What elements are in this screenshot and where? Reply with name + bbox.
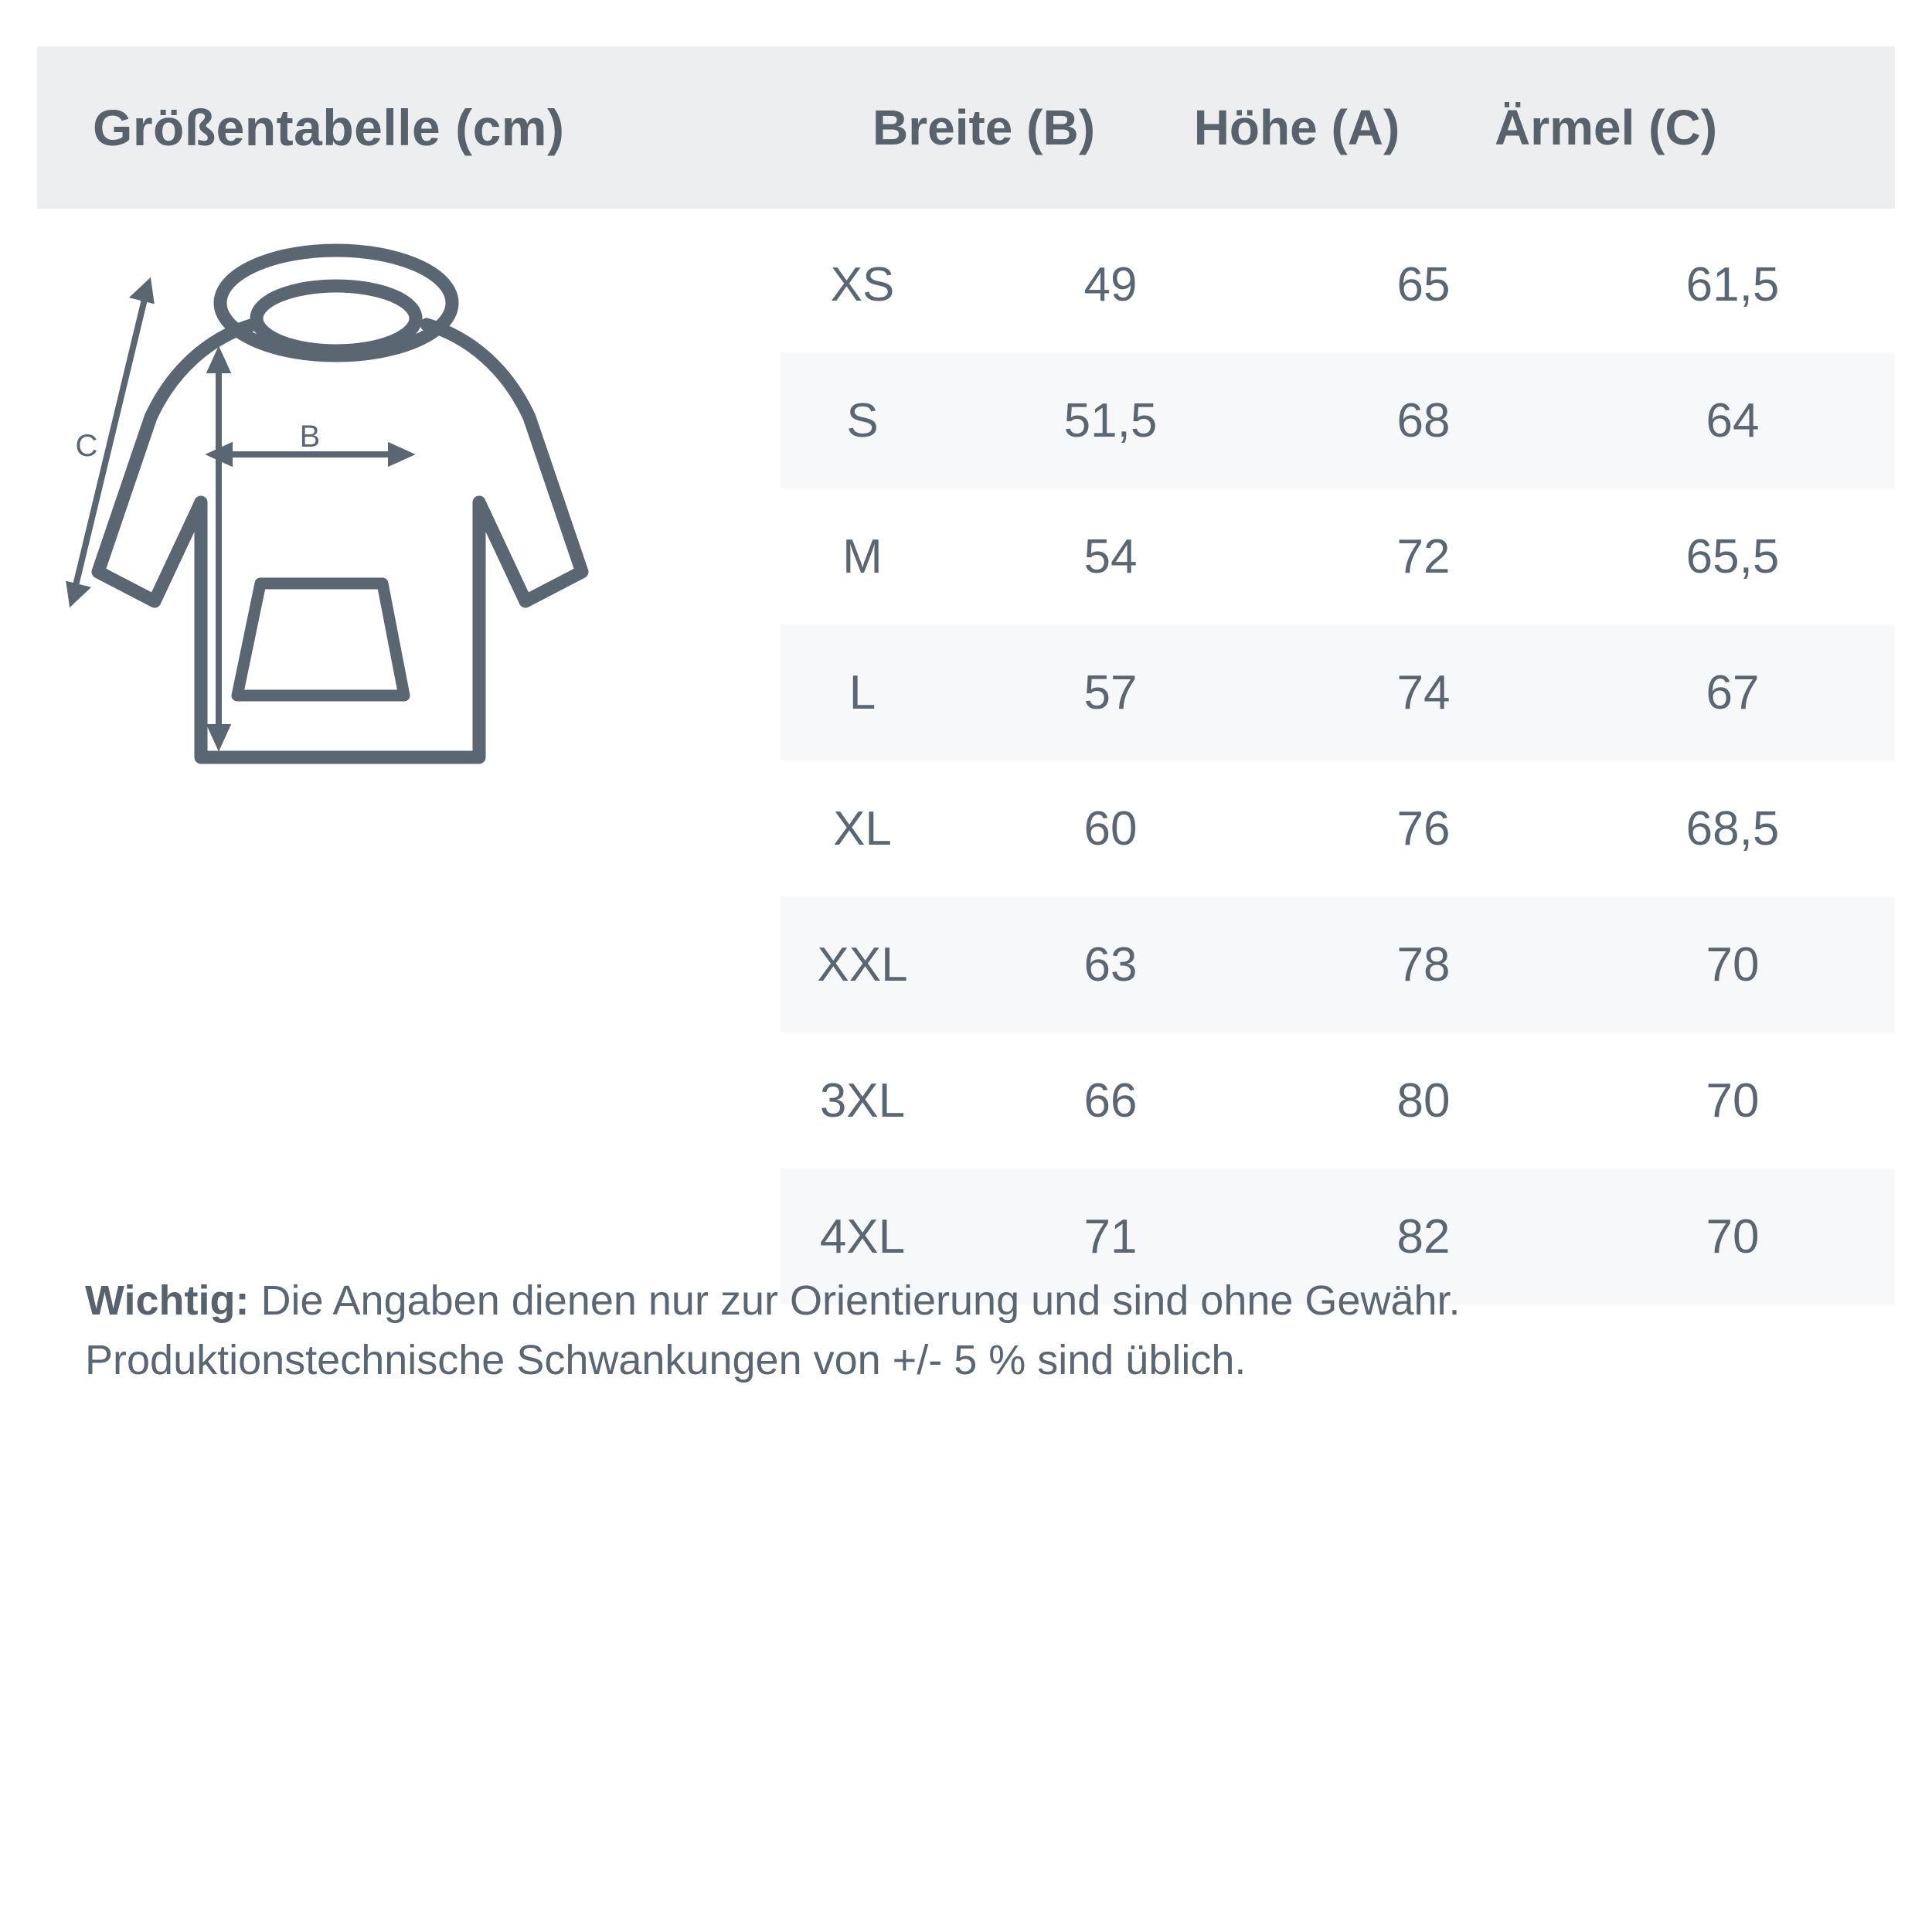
column-headers [818, 99, 1895, 156]
cell-width: 66 [1083, 1073, 1138, 1128]
cell-sleeve: 67 [1706, 665, 1760, 719]
cell-height: 76 [1396, 801, 1451, 855]
table-row [781, 216, 1895, 352]
cell-width: 60 [1083, 801, 1138, 855]
cell-width: 49 [1083, 257, 1138, 311]
cell-height: 80 [1396, 1073, 1451, 1128]
cell-size: 4XL [819, 1209, 906, 1264]
cell-height: 78 [1396, 937, 1451, 992]
cell-size: XXL [817, 937, 908, 992]
table-row [781, 1032, 1895, 1168]
table-row [781, 352, 1895, 488]
page-title: Größentabelle (cm) [93, 99, 565, 156]
label-width: B [299, 420, 321, 454]
cell-size: L [849, 665, 876, 719]
cell-height: 72 [1396, 529, 1451, 583]
label-height: A [186, 492, 208, 526]
cell-size: M [842, 529, 883, 583]
table-header-band [37, 46, 1895, 209]
cell-size: XS [830, 257, 895, 311]
footnote-label: Wichtig: [85, 1277, 250, 1324]
cell-width: 63 [1083, 937, 1138, 992]
hoodie-measurement-diagram [58, 232, 777, 850]
cell-width: 54 [1083, 529, 1138, 583]
cell-sleeve: 65,5 [1685, 529, 1780, 583]
cell-height: 82 [1396, 1209, 1451, 1264]
cell-width: 51,5 [1063, 393, 1158, 447]
cell-sleeve: 70 [1706, 1073, 1760, 1128]
cell-sleeve: 70 [1706, 1209, 1760, 1264]
cell-size: S [846, 393, 879, 447]
cell-size: XL [833, 801, 892, 855]
footnote-text: Die Angaben dienen nur zur Orientierung und sind ohne Gewähr. Produktionstechnische Schwankungen von +/- 5 % sind üblich. [85, 1277, 1461, 1383]
footnote [85, 1271, 1862, 1389]
cell-height: 65 [1396, 257, 1451, 311]
column-header-width: Breite (B) [872, 100, 1096, 155]
cell-height: 68 [1396, 393, 1451, 447]
table-row [781, 624, 1895, 760]
cell-sleeve: 70 [1706, 937, 1760, 992]
cell-sleeve: 68,5 [1685, 801, 1780, 855]
table-row [781, 488, 1895, 624]
cell-size: 3XL [819, 1073, 906, 1128]
column-header-sleeve: Ärmel (C) [1494, 100, 1718, 155]
label-sleeve: C [75, 429, 98, 463]
cell-width: 71 [1083, 1209, 1138, 1264]
cell-sleeve: 61,5 [1685, 257, 1780, 311]
table-row [781, 896, 1895, 1032]
cell-sleeve: 64 [1706, 393, 1760, 447]
cell-width: 57 [1083, 665, 1138, 719]
size-table [781, 216, 1895, 1304]
cell-height: 74 [1396, 665, 1451, 719]
column-header-height: Höhe (A) [1193, 100, 1400, 155]
table-row [781, 760, 1895, 896]
